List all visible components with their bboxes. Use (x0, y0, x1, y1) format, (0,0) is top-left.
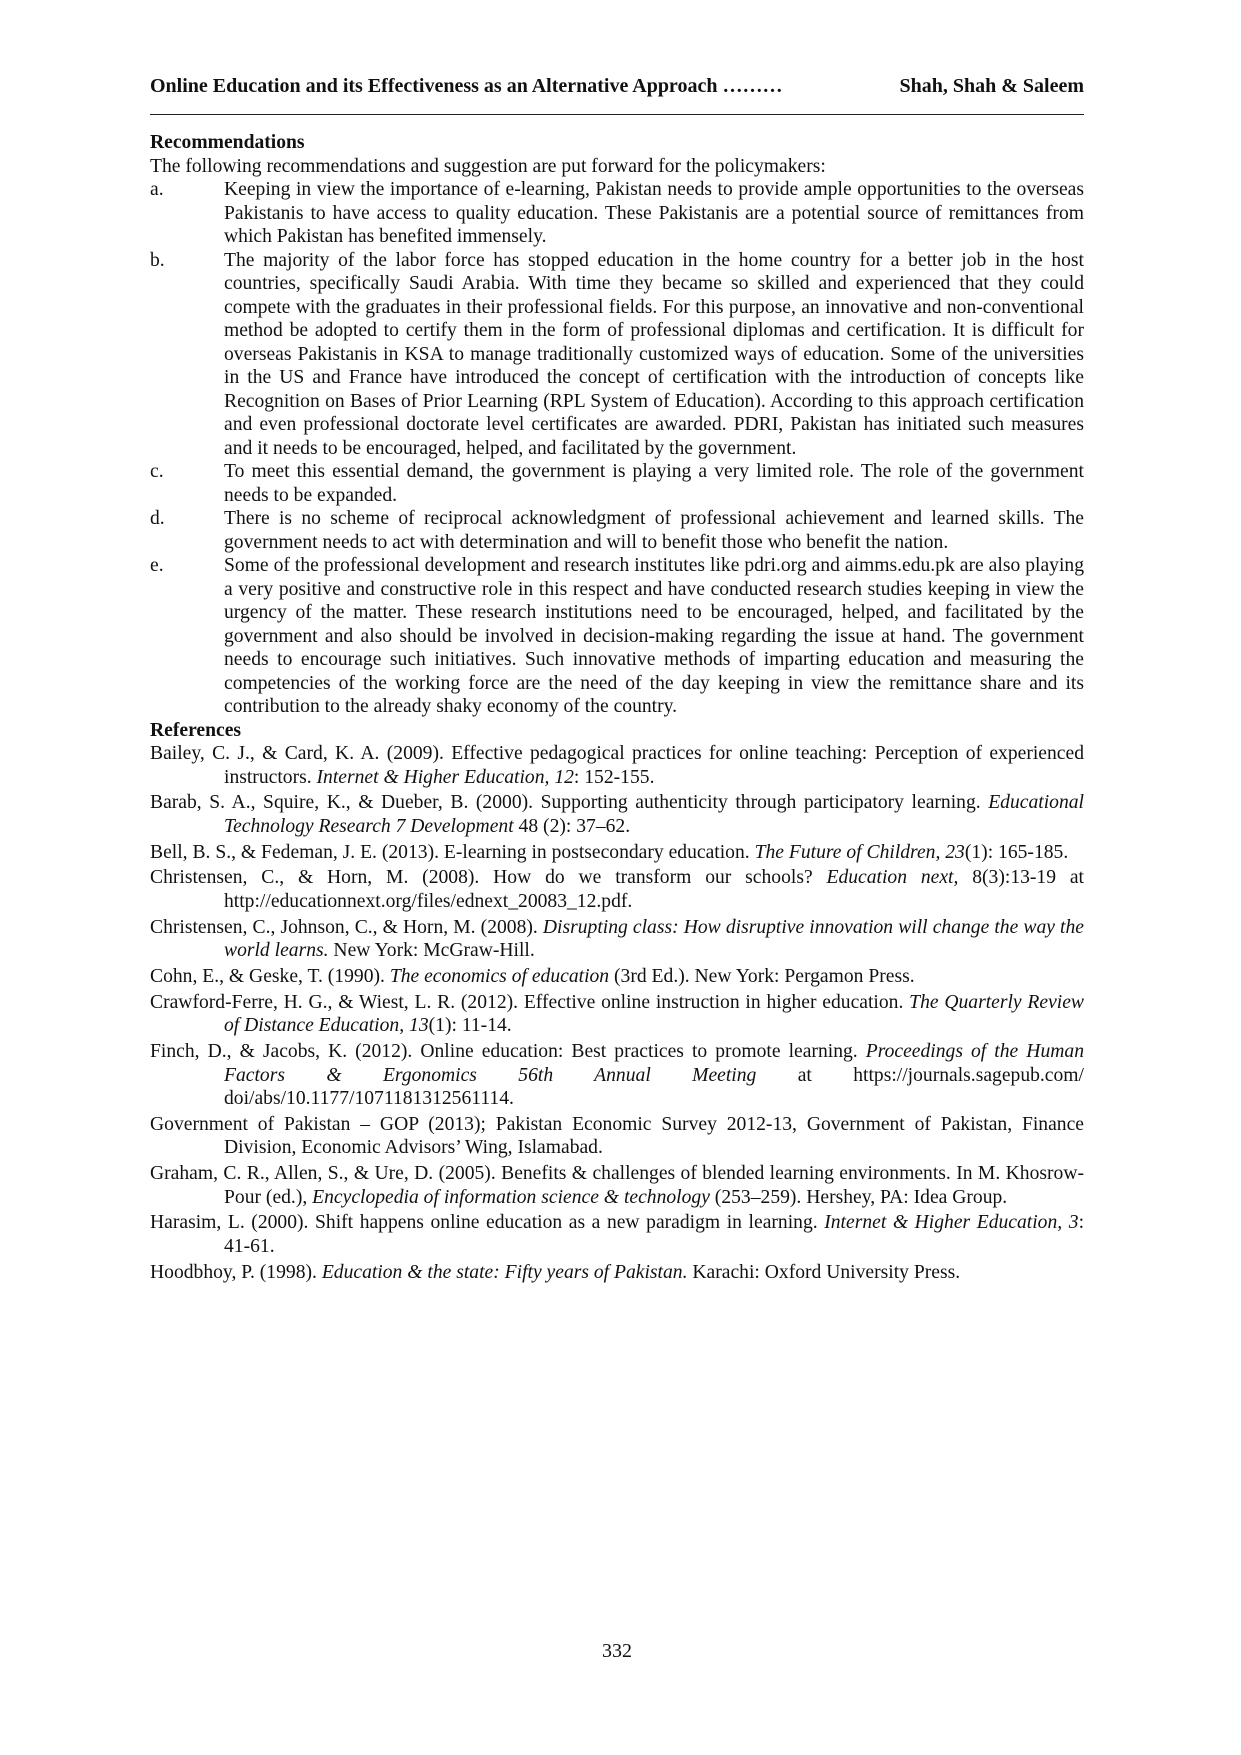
reference-item (150, 1261, 1084, 1285)
item-marker: d. (150, 508, 165, 529)
item-marker: b. (150, 249, 165, 271)
running-header-authors: Shah, Shah & Saleem (899, 75, 1084, 97)
recommendations-list (150, 178, 1084, 719)
item-text: There is no scheme of reciprocal acknowledgment of professional achievement and learned skills. The government needs to act with determination and will to benefit those who benefit the nation. (224, 508, 1084, 553)
reference-item (150, 866, 1084, 913)
ref-details: (3rd Ed.). New York: Pergamon Press. (609, 965, 915, 987)
recommendation-item (150, 178, 1084, 249)
ref-text: Christensen, C., & Horn, M. (2008). How do we transform our schools? (150, 867, 827, 889)
ref-text: Bailey, C. J., & Card, K. A. (2009). Effective pedagogical practices for online teaching: Perception of experienced instructors. (150, 743, 1084, 788)
item-marker: a. (150, 179, 164, 200)
ref-source: Education next, (826, 867, 959, 889)
ref-source: Internet & Higher Education, 12 (316, 766, 574, 788)
reference-item (150, 1162, 1084, 1209)
ref-details: 48 (2): 37–62. (513, 815, 631, 837)
ref-text: Hoodbhoy, P. (1998). (150, 1261, 322, 1283)
recommendation-item (150, 460, 1084, 507)
ref-details: : 41-61. (224, 1212, 1085, 1257)
ref-details: New York: McGraw-Hill. (328, 940, 535, 962)
reference-item (150, 841, 1084, 865)
running-header-title: Online Education and its Effectiveness as an Alternative Approach ……… (150, 75, 783, 97)
header-rule (150, 114, 1084, 115)
recommendation-item (150, 507, 1084, 554)
recommendation-item (150, 249, 1084, 461)
ref-source: The economics of education (389, 965, 610, 987)
ref-details: (1): 11-14. (428, 1015, 512, 1037)
reference-item (150, 742, 1084, 789)
recommendations-intro: The following recommendations and suggestion are put forward for the policymakers: (150, 155, 826, 177)
ref-source: Education & the state: Fifty years of Pakistan. (321, 1261, 688, 1283)
item-marker: e. (150, 555, 164, 576)
ref-source: Disrupting class: How disruptive innovation will change the way the world learns. (224, 916, 1084, 962)
ref-source: Educational Technology Research 7 Development (224, 792, 1084, 837)
page-number: 332 (602, 1640, 632, 1662)
ref-text: Christensen, C., Johnson, C., & Horn, M. (2008). (150, 916, 543, 938)
ref-text: Crawford-Ferre, H. G., & Wiest, L. R. (2012). Effective online instruction in higher education. (150, 991, 910, 1013)
item-marker: c. (150, 461, 164, 482)
references-list (150, 742, 1084, 1284)
reference-item (150, 1211, 1084, 1258)
running-header (150, 74, 1084, 98)
item-text: The majority of the labor force has stopped education in the home country for a better job in the host countries, specifically Saudi Arabia. With time they became so skilled and experienced that they could compete with the graduates in their professional fields. For this purpose, an innovative and non-conventional method be adopted to certify them in the form of professional diplomas and certification. It is difficult for overseas Pakistanis in KSA to manage traditionally customized ways of education. Some of the universities in the US and France have introduced the concept of certification with the introduction of concepts like Recognition on Bases of Prior Learning (RPL System of Education). According to this approach certification and even professional doctorate level certificates are awarded. PDRI, Pakistan has initiated such measures and it needs to be encouraged, helped, and facilitated by the government. (224, 249, 1084, 459)
ref-text: Finch, D., & Jacobs, K. (2012). Online education: Best practices to promote learning. (150, 1041, 866, 1063)
reference-item (150, 791, 1084, 838)
ref-source: The Future of Children, 23 (754, 841, 965, 863)
ref-details: (253–259). Hershey, PA: Idea Group. (709, 1186, 1008, 1208)
ref-source: Proceedings of the Human Factors & Ergonomics 56th Annual Meeting (224, 1041, 1084, 1086)
reference-item (150, 991, 1084, 1038)
ref-details: Karachi: Oxford University Press. (687, 1261, 961, 1283)
references-heading: References (150, 719, 242, 741)
ref-source: Internet & Higher Education, 3 (824, 1212, 1079, 1234)
content (150, 131, 1084, 1287)
reference-item (150, 1040, 1084, 1111)
ref-text: Barab, S. A., Squire, K., & Dueber, B. (2000). Supporting authenticity through participatory learning. (150, 792, 989, 814)
ref-source: The Quarterly Review of Distance Education, 13 (224, 991, 1084, 1037)
item-text: To meet this essential demand, the government is playing a very limited role. The role of the government needs to be expanded. (224, 461, 1084, 506)
ref-details: 8(3):13-19 at http://educationnext.org/files/ednext_20083_12.pdf. (224, 867, 1085, 912)
ref-details: (1): 165-185. (964, 841, 1069, 863)
reference-item (150, 965, 1084, 989)
item-text: Keeping in view the importance of e-learning, Pakistan needs to provide ample opportunities to the overseas Pakistanis to have access to quality education. These Pakistanis are a potential source of remittances from which Pakistan has benefited immensely. (224, 179, 1084, 247)
ref-details: : 152-155. (573, 766, 655, 788)
recommendation-item (150, 554, 1084, 719)
reference-item (150, 916, 1084, 963)
ref-text: Bell, B. S., & Fedeman, J. E. (2013). E-learning in postsecondary education. (150, 841, 755, 863)
ref-text: Cohn, E., & Geske, T. (1990). (150, 965, 390, 987)
ref-source: Encyclopedia of information science & technology (312, 1186, 710, 1208)
item-text: Some of the professional development and research institutes like pdri.org and aimms.edu.pk are also playing a very positive and constructive role in this respect and have conducted research studies keeping in view the urgency of the matter. These research institutions need to be encouraged, helped, and facilitated by the government and also should be involved in decision-making regarding the issue at hand. The government needs to encourage such initiatives. Such innovative methods of imparting education and measuring the competencies of the working force are the need of the day keeping in view the remittance share and its contribution to the already shaky economy of the country. (224, 555, 1084, 717)
ref-text: Graham, C. R., Allen, S., & Ure, D. (2005). Benefits & challenges of blended learning environments. In M. Khosrow-Pour (ed.), (150, 1163, 1084, 1208)
ref-text: Harasim, L. (2000). Shift happens online education as a new paradigm in learning. (150, 1212, 825, 1234)
recommendations-heading: Recommendations (150, 132, 305, 153)
ref-details: at https://journals.sagepub.com/ doi/abs/10.1177/1071181312561114. (224, 1064, 1084, 1110)
reference-item (150, 1113, 1084, 1160)
ref-text: Government of Pakistan – GOP (2013); Pakistan Economic Survey 2012-13, Government of Pakistan, Finance Division, Economic Advisors’ Wing, Islamabad. (150, 1113, 1084, 1159)
